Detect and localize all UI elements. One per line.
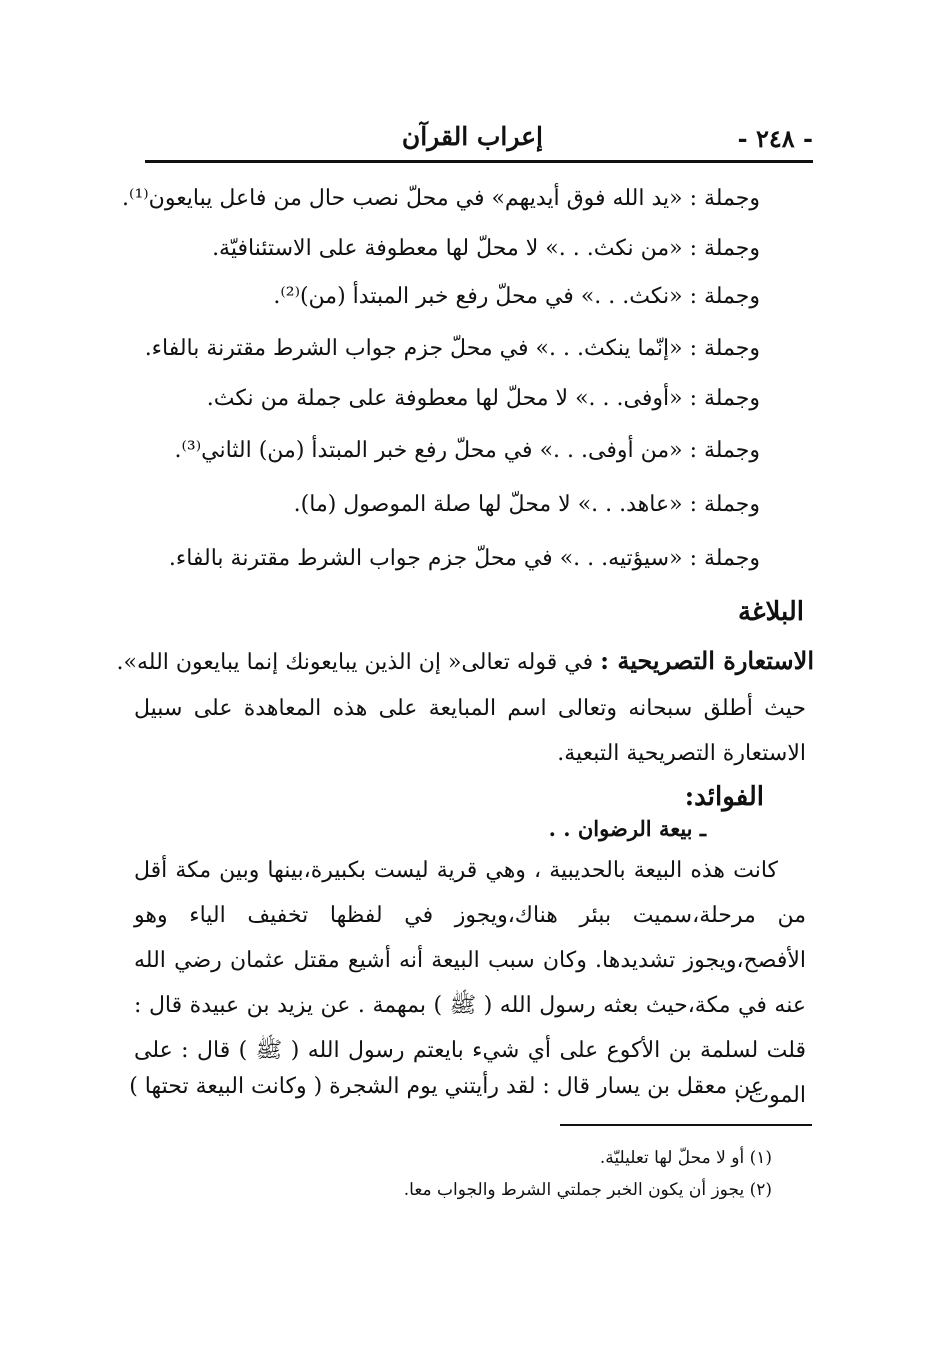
balagha-term: الاستعارة التصريحية : (600, 646, 814, 675)
irab-line-5: وجملة : «أوفى. . .» لا محلّ لها معطوفة على جملة من نكث. (206, 386, 760, 411)
irab-line-4: وجملة : «إنّما ينكث. . .» في محلّ جزم جواب الشرط مقترنة بالفاء. (144, 336, 760, 361)
balagha-explanation-text: حيث أطلق سبحانه وتعالى اسم المبايعة على هذه المعاهدة على سبيل الاستعارة التصريحية التبعية. (134, 696, 806, 766)
balagha-verse: في قوله تعالى« إن الذين يبايعونك إنما يبايعون الله». (116, 650, 594, 675)
balagha-heading: البلاغة (737, 597, 804, 627)
irab-line-3: وجملة : «نكث. . .» في محلّ رفع خبر المبتدأ (من)⁽²⁾. (273, 284, 760, 309)
irab-line-6: وجملة : «من أوفى. . .» في محلّ رفع خبر المبتدأ (من) الثاني⁽³⁾. (174, 438, 760, 463)
footnote-2: (٢) يجوز أن يكون الخبر جملتي الشرط والجواب معا. (403, 1180, 772, 1200)
fawaid-paragraph-2: عن معقل بن يسار قال : لقد رأيتني يوم الشجرة ( وكانت البيعة تحتها ) (129, 1074, 764, 1099)
fawaid-subheading: ـ بيعة الرضوان . . (548, 816, 706, 841)
balagha-explanation (134, 686, 806, 776)
footnote-rule (560, 1124, 812, 1126)
page-header (145, 118, 813, 162)
irab-line-2: وجملة : «من نكث. . .» لا محلّ لها معطوفة على الاستئنافيّة. (212, 236, 760, 261)
irab-line-8: وجملة : «سيؤتيه. . .» في محلّ جزم جواب الشرط مقترنة بالفاء. (168, 546, 760, 571)
book-title: إعراب القرآن (401, 122, 543, 151)
irab-line-1: وجملة : «يد الله فوق أيديهم» في محلّ نصب حال من فاعل يبايعون⁽¹⁾. (122, 186, 760, 211)
irab-line-7: وجملة : «عاهد. . .» لا محلّ لها صلة الموصول (ما). (293, 492, 760, 517)
balagha-term-line (117, 646, 814, 675)
fawaid-heading: الفوائد: (684, 782, 764, 812)
page-number: - ٢٤٨ - (737, 124, 813, 153)
fawaid-paragraph-1-text: كانت هذه البيعة بالحديبية ، وهي قرية ليست بكبيرة،بينها وبين مكة أقل من مرحلة،سميت ببئر هناك،ويجوز في لفظها تخفيف الياء وهو الأفصح،ويجوز تشديدها. وكان سبب البيعة أنه أشيع مقتل عثمان رضي الله عنه في مكة،حيث بعثه رسول الله ( ﷺ ) بمهمة . عن يزيد بن عبيدة قال : قلت لسلمة بن الأكوع على أي شيء بايعتم رسول الله ( ﷺ ) قال : على الموت . (134, 858, 806, 1108)
header-rule (145, 160, 813, 163)
footnote-1: (١) أو لا محلّ لها تعليليّة. (599, 1148, 772, 1168)
